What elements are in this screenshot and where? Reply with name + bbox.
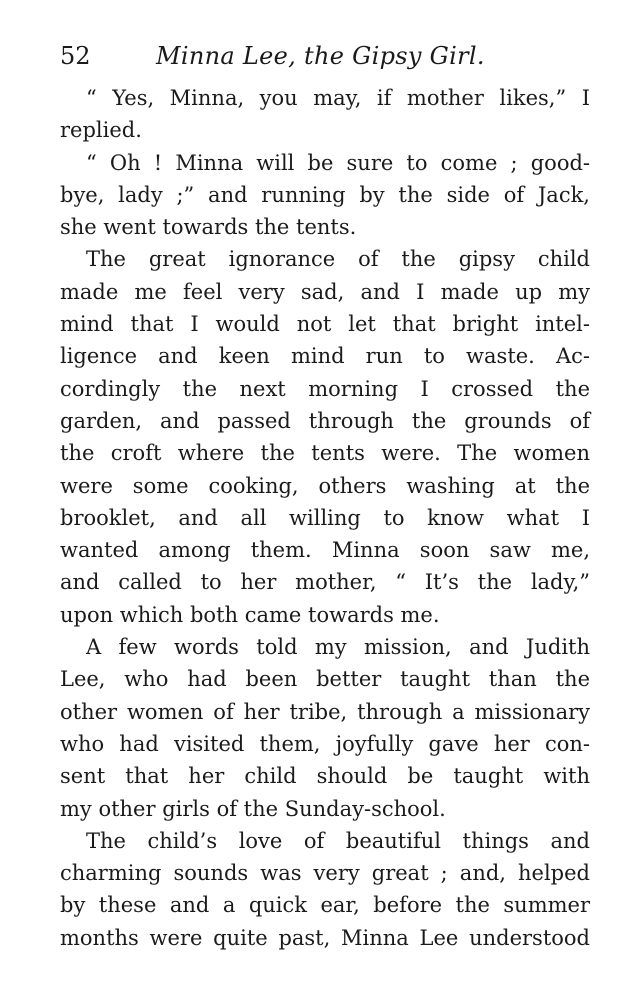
paragraph [60,82,590,147]
text-line: the croft where the tents were. The women [60,441,590,466]
text-line: by these and a quick ear, before the summer [60,893,590,918]
paragraph [60,825,590,954]
body-text [60,82,590,954]
page-header [60,40,590,76]
text-line: “ Yes, Minna, you may, if mother likes,” I [86,86,590,110]
text-line: other women of her tribe, through a missionary [60,699,590,724]
text-line: replied. [60,118,142,143]
text-line: upon which both came towards me. [60,602,440,627]
text-line: sent that her child should be taught with [60,764,590,789]
text-line: charming sounds was very great ; and, helped [60,861,590,886]
text-line: garden, and passed through the grounds of [60,408,590,433]
paragraph [60,631,590,825]
page-number: 52 [60,42,91,70]
paragraph [60,243,590,631]
text-line: brooklet, and all willing to know what I [60,505,590,530]
text-line: months were quite past, Minna Lee understood [60,925,590,950]
text-line: ligence and keen mind run to waste. Ac- [60,344,590,369]
text-line: and called to her mother, “ It’s the lady,” [60,570,590,595]
text-line: bye, lady ;” and running by the side of Jack, [60,182,590,207]
text-line: The child’s love of beautiful things and [86,828,590,853]
text-line: made me feel very sad, and I made up my [60,279,590,304]
paragraph [60,147,590,244]
running-title: Minna Lee, the Gipsy Girl. [156,42,485,70]
text-line: my other girls of the Sunday-school. [60,796,446,821]
text-line: she went towards the tents. [60,215,357,240]
text-line: who had visited them, joyfully gave her con- [60,731,590,756]
text-line: mind that I would not let that bright intel- [60,312,590,337]
text-line: A few words told my mission, and Judith [86,635,590,660]
text-line: wanted among them. Minna soon saw me, [60,538,590,563]
text-line: were some cooking, others washing at the [60,473,590,498]
text-line: Lee, who had been better taught than the [60,667,590,692]
text-line: cordingly the next morning I crossed the [60,376,590,401]
text-line: The great ignorance of the gipsy child [86,247,590,272]
text-line: “ Oh ! Minna will be sure to come ; good- [86,150,590,175]
